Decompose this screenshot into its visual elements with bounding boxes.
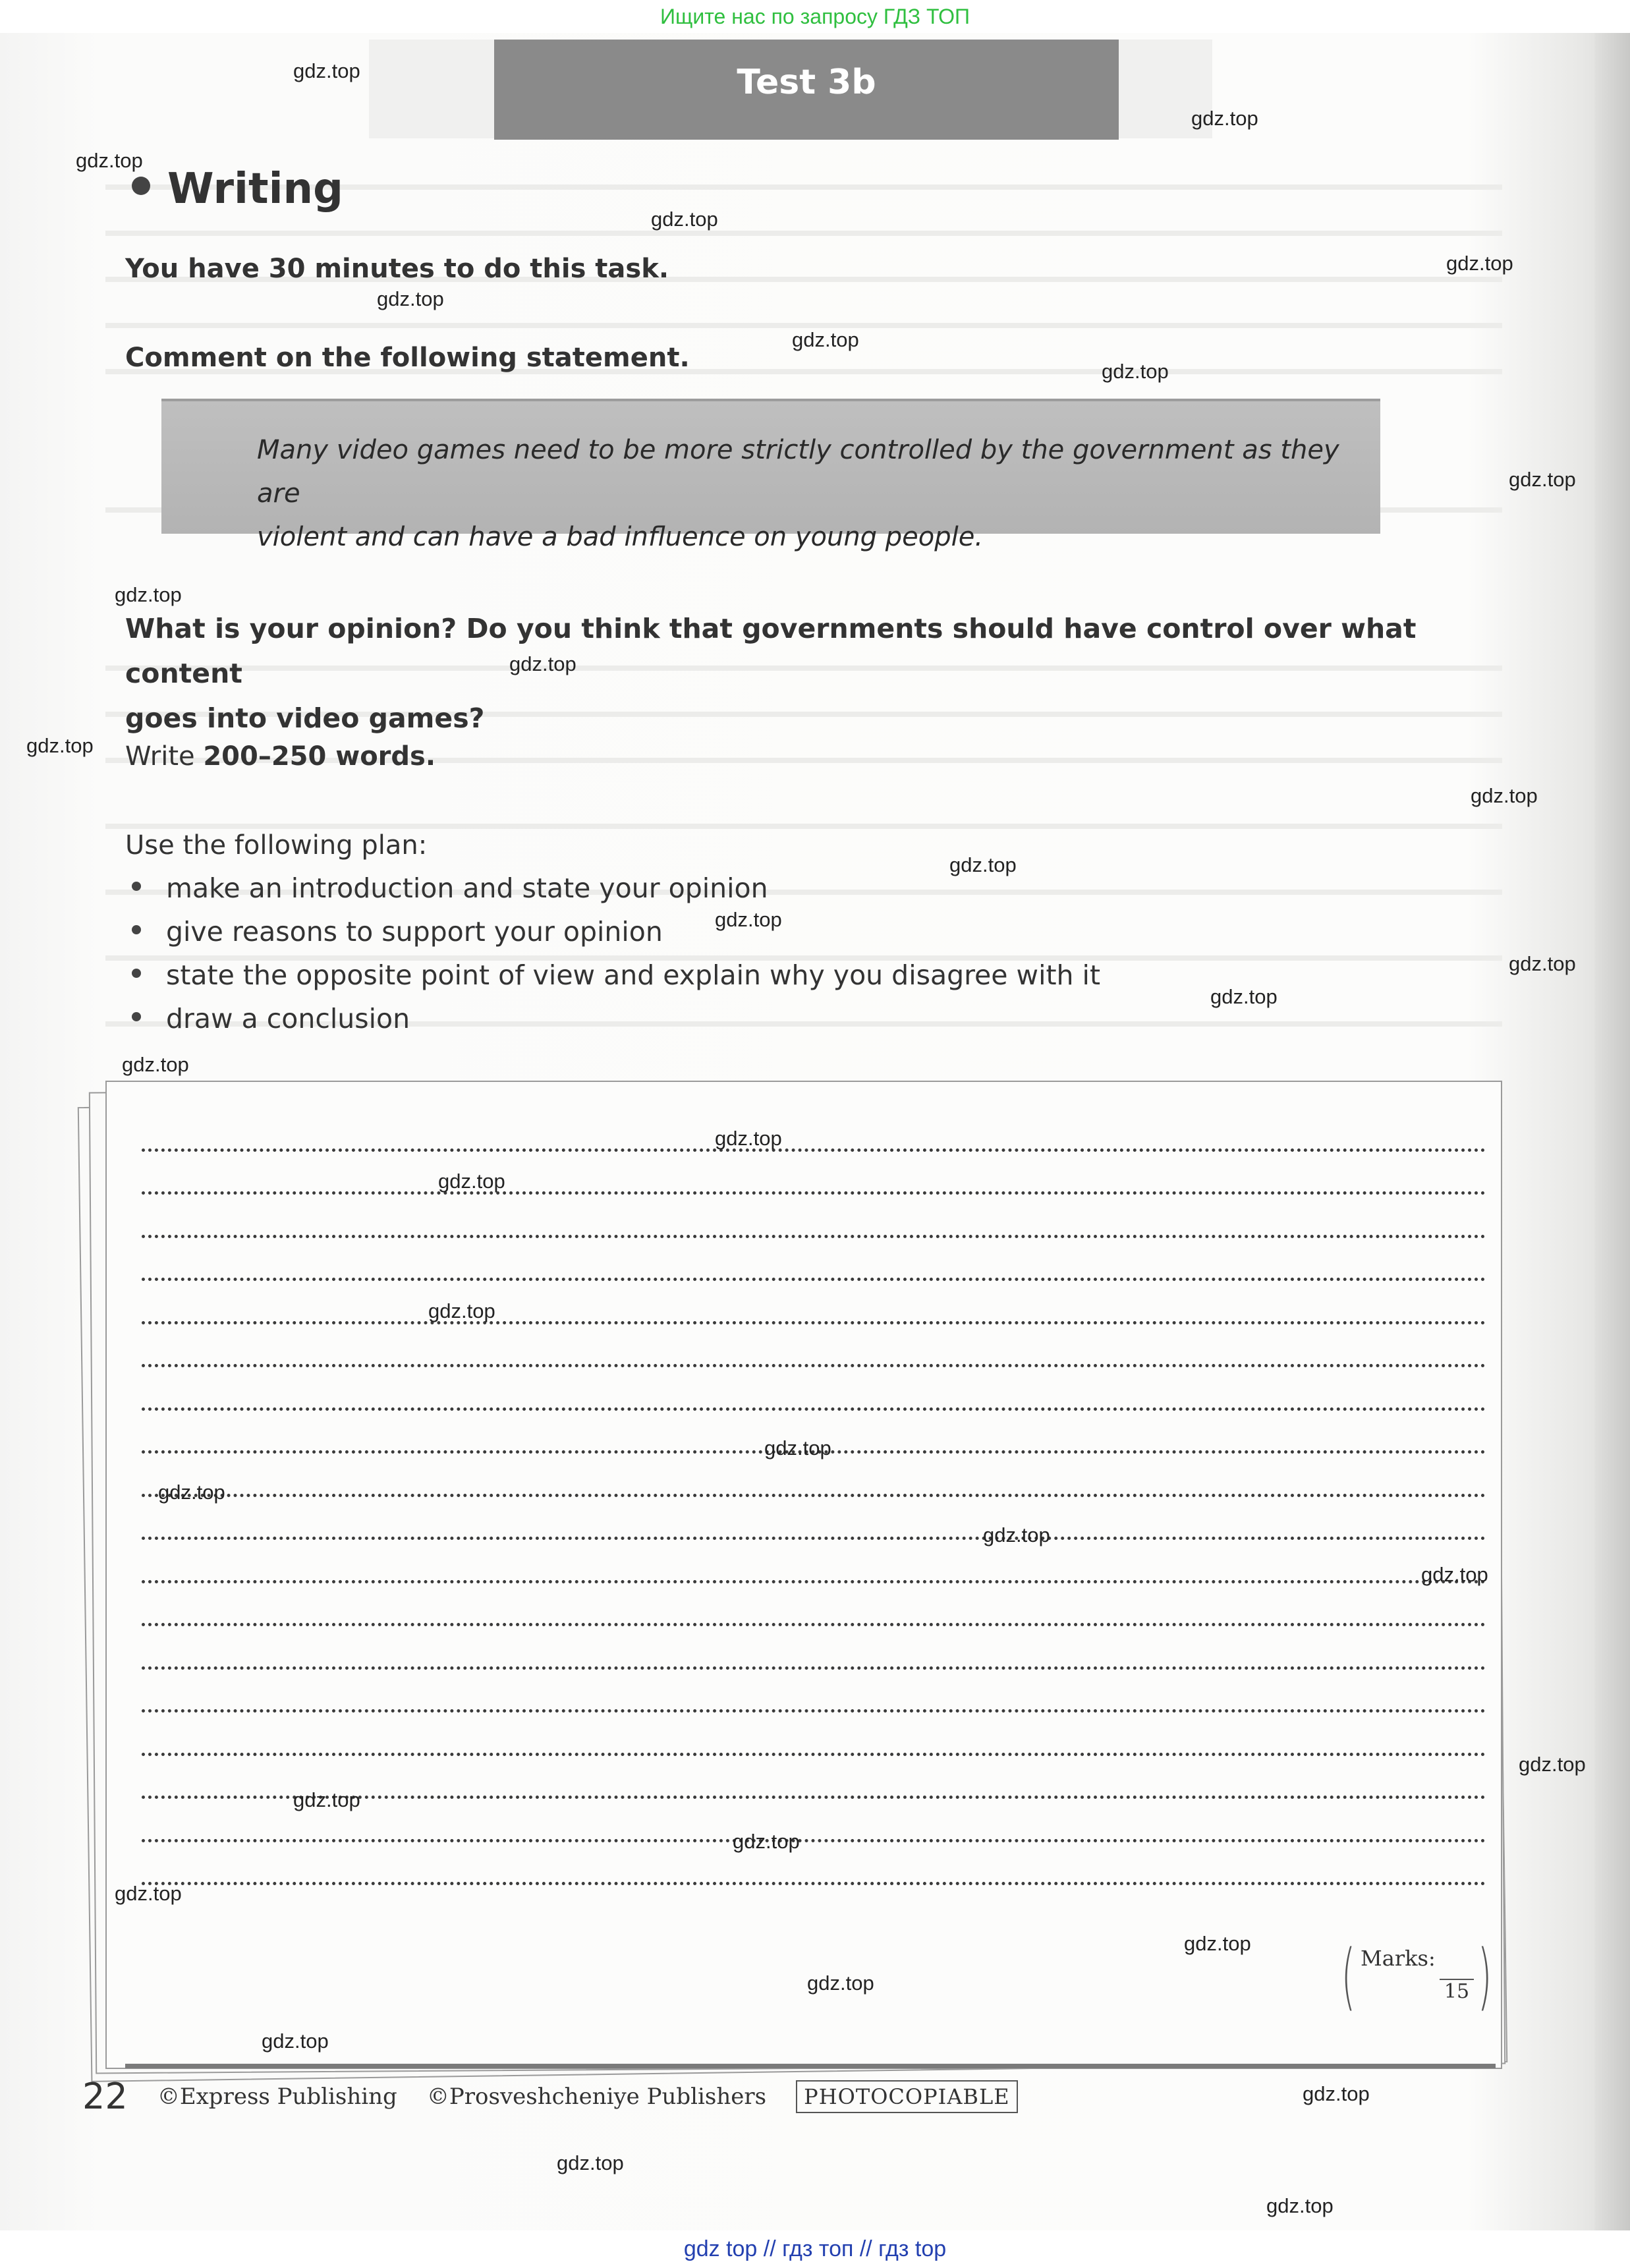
watermark: gdz.top — [438, 1170, 505, 1193]
answer-line[interactable] — [142, 1152, 1486, 1195]
answer-line[interactable] — [142, 1626, 1486, 1670]
watermark: gdz.top — [1519, 1753, 1586, 1776]
watermark: gdz.top — [715, 908, 782, 931]
watermark: gdz.top — [1266, 2194, 1334, 2217]
watermark: gdz.top — [293, 1788, 360, 1811]
watermark: gdz.top — [122, 1053, 189, 1076]
plan-item: give reasons to support your opinion — [132, 910, 1100, 953]
watermark: gdz.top — [792, 328, 859, 351]
paren-right: ) — [1477, 1934, 1492, 2018]
paren-left: ( — [1341, 1934, 1356, 2018]
photocopiable-label: PHOTOCOPIABLE — [796, 2080, 1017, 2113]
time-instruction: You have 30 minutes to do this task. — [125, 254, 669, 284]
watermark: gdz.top — [509, 652, 576, 675]
watermark: gdz.top — [76, 149, 143, 172]
watermark: gdz.top — [949, 853, 1017, 876]
watermark: gdz.top — [715, 1127, 782, 1150]
bullet-icon — [132, 925, 141, 934]
plan-item: state the opposite point of view and explain why you disagree with it — [132, 953, 1100, 997]
bleed-through — [105, 323, 1502, 328]
answer-line[interactable] — [142, 1108, 1486, 1152]
watermark: gdz.top — [115, 1882, 182, 1905]
answer-line[interactable] — [142, 1713, 1486, 1756]
watermark: gdz.top — [428, 1299, 495, 1322]
word-count: 200–250 words. — [203, 741, 436, 772]
watermark: gdz.top — [1102, 360, 1169, 383]
publisher-express: ©Express Publishing — [157, 2083, 397, 2110]
plan-intro: Use the following plan: — [125, 830, 428, 861]
watermark: gdz.top — [377, 287, 444, 310]
bullet-icon — [132, 969, 141, 978]
answer-line[interactable] — [142, 1324, 1486, 1368]
answer-line[interactable] — [142, 1195, 1486, 1238]
watermark: gdz.top — [1303, 2082, 1370, 2105]
marks-label: Marks: — [1361, 1946, 1436, 1971]
answer-line[interactable] — [142, 1281, 1486, 1324]
watermark: gdz.top — [807, 1971, 874, 1995]
top-banner[interactable]: Ищите нас по запросу ГДЗ ТОП — [0, 0, 1630, 33]
marks-total: 15 — [1440, 1979, 1474, 2003]
answer-line[interactable] — [142, 1583, 1486, 1627]
watermark: gdz.top — [262, 2029, 329, 2053]
answer-lines[interactable] — [142, 1108, 1486, 1885]
answer-line[interactable] — [142, 1238, 1486, 1282]
bullet-icon — [132, 1012, 141, 1021]
marks-box — [1341, 1934, 1492, 2018]
plan-item: make an introduction and state your opinion — [132, 866, 1100, 910]
bleed-through — [105, 231, 1502, 236]
watermark: gdz.top — [115, 583, 182, 606]
footer-rule — [125, 2064, 1496, 2068]
watermark: gdz.top — [1191, 107, 1258, 130]
plan-list — [132, 866, 1100, 1040]
watermark: gdz.top — [1471, 784, 1538, 807]
watermark: gdz.top — [1509, 952, 1576, 975]
answer-line[interactable] — [142, 1540, 1486, 1583]
opinion-question — [125, 606, 1509, 741]
watermark: gdz.top — [764, 1436, 831, 1460]
watermark: gdz.top — [1210, 985, 1278, 1008]
bottom-banner[interactable]: gdz top // гдз топ // гдз top — [0, 2230, 1630, 2268]
section-title — [132, 165, 343, 213]
watermark: gdz.top — [293, 59, 360, 82]
watermark: gdz.top — [983, 1523, 1050, 1546]
watermark: gdz.top — [1509, 468, 1576, 491]
answer-line[interactable] — [142, 1670, 1486, 1713]
comment-instruction: Comment on the following statement. — [125, 343, 690, 373]
page-spine-shadow — [1594, 33, 1630, 2230]
statement-text — [257, 428, 1377, 559]
watermark: gdz.top — [557, 2151, 624, 2174]
watermark: gdz.top — [158, 1481, 225, 1504]
publisher-prosveshcheniye: ©Prosveshcheniye Publishers — [426, 2083, 767, 2110]
test-header — [494, 40, 1119, 140]
word-count-instruction — [125, 741, 436, 772]
statement-line-2: violent and can have a bad influence on young people. — [257, 522, 984, 552]
watermark: gdz.top — [1184, 1932, 1251, 1955]
bleed-through — [105, 824, 1502, 829]
bullet-icon — [132, 177, 150, 195]
question-line-1: What is your opinion? Do you think that governments should have control over what content — [125, 613, 1417, 689]
watermark: gdz.top — [1421, 1563, 1488, 1586]
watermark: gdz.top — [651, 208, 718, 231]
page-number: 22 — [82, 2076, 128, 2117]
question-line-2: goes into video games? — [125, 702, 485, 734]
watermark: gdz.top — [26, 734, 94, 757]
plan-item: draw a conclusion — [132, 997, 1100, 1040]
test-label: Test 3b — [737, 63, 876, 102]
watermark: gdz.top — [1446, 252, 1513, 275]
watermark: gdz.top — [733, 1830, 800, 1853]
section-title-text: Writing — [167, 165, 343, 213]
answer-line[interactable] — [142, 1842, 1486, 1886]
bullet-icon — [132, 882, 141, 891]
answer-line[interactable] — [142, 1367, 1486, 1411]
statement-line-1: Many video games need to be more strictly controlled by the government as they are — [257, 435, 1339, 509]
footer — [82, 2076, 1018, 2117]
write-prefix: Write — [125, 741, 204, 772]
answer-line[interactable] — [142, 1497, 1486, 1541]
